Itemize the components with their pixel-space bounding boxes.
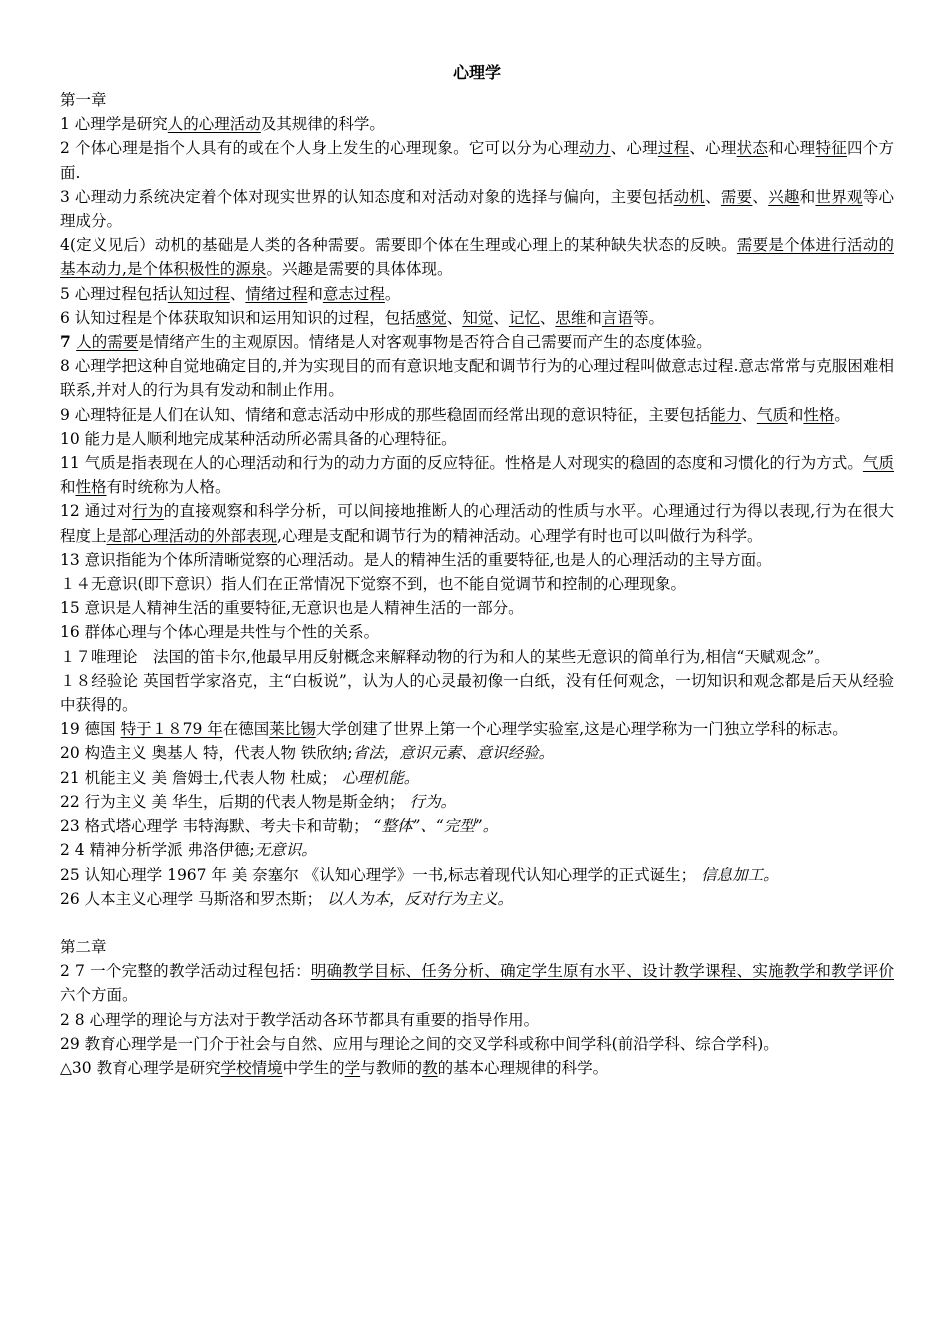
paragraph xyxy=(60,403,894,427)
text-run: 19 德国 xyxy=(60,720,121,739)
text-run: 4(定义见后）动机的基础是人类的各种需要。需要即个体在生理或心理上的某种缺失状态的反映。 xyxy=(60,236,737,255)
paragraph xyxy=(60,572,894,596)
underlined-text: 气质 xyxy=(862,454,894,473)
underlined-text: 思维 xyxy=(555,308,587,327)
underlined-text: 动机 xyxy=(673,187,706,206)
text-run: 、 xyxy=(539,308,556,327)
paragraph xyxy=(60,669,894,717)
text-run: 在德国 xyxy=(222,720,270,739)
underlined-text: 性格 xyxy=(75,478,107,497)
paragraph xyxy=(60,282,894,306)
text-run: 、 xyxy=(446,308,463,327)
italic-text: “整体”、“完型”。 xyxy=(373,817,499,836)
paragraph xyxy=(60,717,894,741)
text-run: 与教师的 xyxy=(360,1058,423,1077)
underlined-text: 世界观 xyxy=(815,187,863,206)
italic-text: 以人为本，反对行为主义。 xyxy=(327,889,514,908)
text-run: 是情绪产生的主观原因。情绪是人对客观事物是否符合自己需要而产生的态度体验。 xyxy=(138,333,712,352)
paragraph xyxy=(60,233,894,281)
text-run: △30 教育心理学是研究 xyxy=(60,1058,221,1077)
text-run: 、心理 xyxy=(610,139,658,158)
text-run: 、 xyxy=(705,187,721,206)
underlined-text: 感觉 xyxy=(415,308,447,327)
text-run: １８经验论 英国哲学家洛克，主“白板说”，认为人的心灵最初像一白纸，没有任何观念，一切知识和观念都是后天从经验中获得的。 xyxy=(60,671,894,715)
document-body xyxy=(60,88,894,1080)
underlined-text: 能力 xyxy=(710,405,742,424)
italic-text: 行为。 xyxy=(409,792,456,811)
text-run: 和 xyxy=(60,478,76,497)
chapter-heading: 第一章 xyxy=(60,91,107,109)
paragraph xyxy=(60,185,894,233)
paragraph xyxy=(60,814,894,838)
text-run: 26 人本主义心理学 马斯洛和罗杰斯； xyxy=(60,889,328,908)
underlined-text: 状态 xyxy=(736,139,769,158)
text-run: 、 xyxy=(741,405,757,424)
underlined-text: 记忆 xyxy=(508,308,540,327)
text-run: 12 通过对 xyxy=(60,502,133,521)
text-run: 、 xyxy=(493,308,509,327)
paragraph xyxy=(60,790,894,814)
underlined-text: 莱比锡 xyxy=(269,720,316,739)
text-run: 2 8 心理学的理论与方法对于教学活动各环节都具有重要的指导作用。 xyxy=(60,1010,540,1029)
text-run: １４无意识(即下意识）指人们在正常情况下觉察不到，也不能自觉调节和控制的心理现象。 xyxy=(60,575,687,594)
underlined-text: 需要是个体进行活动的基本动力,是个体积极性的源泉 xyxy=(60,236,894,279)
underlined-text: 兴趣 xyxy=(768,187,800,206)
text-run: 和 xyxy=(586,308,602,327)
text-run: 8 心理学把这种自觉地确定目的,并为实现目的而有意识地支配和调节行为的心理过程叫做意志过程.意志常常与克服困难相联系,并对人的行为具有发动和制止作用。 xyxy=(60,357,894,400)
underlined-text: 需要 xyxy=(720,187,753,206)
paragraph xyxy=(60,330,894,354)
text-run: 2 4 精神分析学派 弗洛伊德; xyxy=(60,841,255,860)
text-run: 。 xyxy=(384,284,401,303)
chapter-heading: 第二章 xyxy=(60,937,107,956)
underlined-text: 言语 xyxy=(601,308,633,327)
paragraph xyxy=(60,136,894,184)
paragraph xyxy=(60,499,894,547)
paragraph xyxy=(60,548,894,572)
paragraph xyxy=(60,620,894,644)
underlined-text: 气质 xyxy=(756,405,788,424)
paragraph xyxy=(60,766,894,790)
text-run: 和 xyxy=(787,405,804,424)
text-run: 3 心理动力系统决定着个体对现实世界的认知态度和对活动对象的选择与偏向，主要包括 xyxy=(60,187,674,206)
text-run: 、 xyxy=(752,187,769,206)
text-run: 中学生的 xyxy=(282,1058,345,1077)
italic-text: 省法，意识元素、意识经验。 xyxy=(352,744,555,763)
chapter-gap xyxy=(60,911,894,935)
text-run: 和 xyxy=(799,187,816,206)
text-run: 9 心理特征是人们在认知、情绪和意志活动中形成的那些稳固而经常出现的意识特征，主要包括 xyxy=(60,405,711,424)
paragraph xyxy=(60,838,894,862)
text-run: 。 xyxy=(834,405,850,424)
underlined-text: 人的心理活动 xyxy=(167,115,261,134)
underlined-text: 性格 xyxy=(803,405,835,424)
text-run: 20 构造主义 奥基人 特，代表人物 铁欣纳; xyxy=(60,744,353,763)
underlined-text: 学 xyxy=(344,1058,361,1077)
paragraph xyxy=(60,112,894,136)
paragraph xyxy=(60,451,894,499)
paragraph xyxy=(60,1008,894,1032)
text-run: 22 行为主义 美 华生，后期的代表人物是斯金纳； xyxy=(60,792,410,811)
underlined-text: 知觉 xyxy=(462,308,494,327)
underlined-text: 是部心理活动的外部表现 xyxy=(106,526,278,545)
text-run: 2 7 一个完整的教学活动过程包括： xyxy=(60,962,311,981)
paragraph xyxy=(60,306,894,330)
italic-text: 信息加工。 xyxy=(701,865,779,884)
text-run: １７唯理论 法国的笛卡尔,他最早用反射概念来解释动物的行为和人的某些无意识的简单行为,相信“天赋观念”。 xyxy=(60,647,830,666)
text-run: 和 xyxy=(307,284,323,303)
underlined-text: 过程 xyxy=(657,139,690,158)
text-run: 13 意识指能为个体所清晰觉察的心理活动。是人的精神生活的重要特征,也是人的心理活动的主导方面。 xyxy=(60,550,772,569)
text-run: ,心理是支配和调节行为的精神活动。心理学有时也可以叫做行为科学。 xyxy=(277,526,763,545)
text-run: 等。 xyxy=(632,308,664,327)
underlined-text: 教 xyxy=(422,1058,438,1077)
text-run: 5 心理过程包括 xyxy=(60,284,168,303)
text-run: 10 能力是人顺利地完成某种活动所必需具备的心理特征。 xyxy=(60,429,457,448)
underlined-text: 特于１８79 年 xyxy=(120,720,223,739)
paragraph xyxy=(60,741,894,765)
text-run: 大学创建了世界上第一个心理学实验室,这是心理学称为一门独立学科的标志。 xyxy=(315,720,848,739)
text-run: 有时统称为人格。 xyxy=(106,478,231,497)
paragraph xyxy=(60,1032,894,1056)
text-run: 的基本心理规律的科学。 xyxy=(437,1058,609,1077)
paragraph xyxy=(60,863,894,887)
paragraph xyxy=(60,887,894,911)
text-run: 、 xyxy=(229,284,246,303)
italic-text: 无意识。 xyxy=(254,841,317,860)
text-run: 1 心理学是研究 xyxy=(60,115,168,134)
text-run: 六个方面。 xyxy=(60,986,138,1005)
text-run: 25 认知心理学 1967 年 美 奈塞尔 《认知心理学》一书,标志着现代认知心理学的正式诞生； xyxy=(60,865,702,884)
text-run: 四个方面. xyxy=(60,139,894,182)
paragraph xyxy=(60,596,894,620)
underlined-text: 特征 xyxy=(815,139,847,158)
text-run: 等心理成分。 xyxy=(60,187,894,231)
paragraph xyxy=(60,645,894,669)
text-run: 16 群体心理与个体心理是共性与个性的关系。 xyxy=(60,623,380,642)
paragraph xyxy=(60,959,894,1007)
text-run: 的直接观察和科学分析，可以间接地推断人的心理活动的性质与水平。心理通过行为得以表现,行为在很大程度上 xyxy=(60,502,894,545)
paragraph xyxy=(60,354,894,402)
bold-text: 7 xyxy=(60,332,77,352)
text-run: 21 机能主义 美 詹姆士,代表人物 杜威； xyxy=(60,768,342,787)
underlined-text: 人的需要 xyxy=(76,333,139,352)
underlined-text: 学校情境 xyxy=(220,1058,283,1077)
underlined-text: 动力 xyxy=(579,139,611,158)
italic-text: 心理机能。 xyxy=(341,768,420,787)
paragraph xyxy=(60,427,894,451)
text-run: 15 意识是人精神生活的重要特征,无意识也是人精神生活的一部分。 xyxy=(60,599,524,618)
text-run: 、心理 xyxy=(689,139,737,158)
text-run: 11 气质是指表现在人的心理活动和行为的动力方面的反应特征。性格是人对现实的稳固的态度和习惯化的行为方式。 xyxy=(60,454,863,473)
text-run: 2 个体心理是指个人具有的或在个人身上发生的心理现象。它可以分为心理 xyxy=(60,139,580,158)
underlined-text: 意志过程 xyxy=(322,284,385,303)
underlined-text: 情绪过程 xyxy=(245,284,308,303)
document-title: 心理学 xyxy=(452,63,501,82)
text-run: 和心理 xyxy=(768,139,816,158)
underlined-text: 认知过程 xyxy=(167,284,230,303)
text-run: 。兴趣是需要的具体体现。 xyxy=(266,260,453,279)
text-run: 23 格式塔心理学 韦特海默、考夫卡和苛勒； xyxy=(60,817,374,836)
underlined-text: 行为 xyxy=(132,502,164,521)
paragraph xyxy=(60,1056,894,1080)
text-run: 29 教育心理学是一门介于社会与自然、应用与理论之间的交叉学科或称中间学科(前沿学科、综合学科)。 xyxy=(60,1034,779,1053)
text-run: 及其规律的科学。 xyxy=(260,115,385,134)
underlined-text: 明确教学目标、任务分析、确定学生原有水平、设计教学课程、实施教学和教学评价 xyxy=(310,962,894,981)
text-run: 6 认知过程是个体获取知识和运用知识的过程，包括 xyxy=(60,308,416,327)
